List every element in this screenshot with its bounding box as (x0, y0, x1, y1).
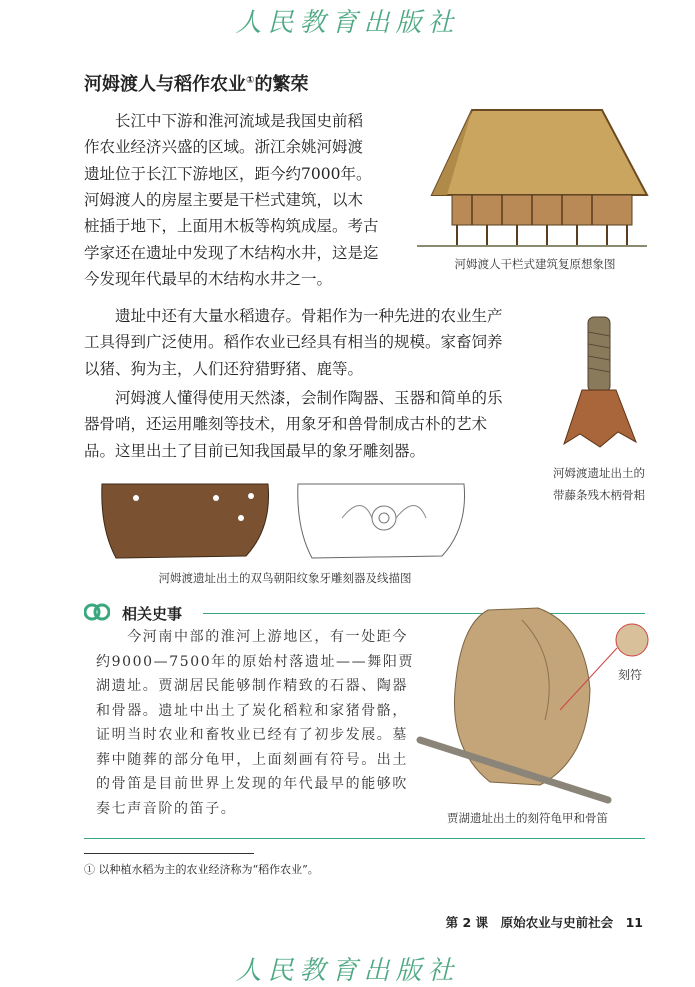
related-heading: 相关史事 (122, 605, 183, 623)
text-line: 证明当时农业和畜牧业已经有了初步发展。墓 (96, 727, 408, 743)
ivory-caption: 河姆渡遗址出土的双鸟朝阳纹象牙雕刻器及线描图 (158, 571, 412, 585)
section-end-rule (84, 838, 645, 839)
text-line: 品。这里出土了目前已知我国最早的象牙雕刻器。 (84, 441, 426, 460)
caption-line: 带藤条残木柄骨耜 (553, 488, 645, 502)
text-line: 约9000—7500年的原始村落遗址——舞阳贾 (96, 653, 415, 670)
title-suffix: 的繁荣 (254, 74, 309, 95)
bone-spade-caption (536, 462, 662, 506)
publisher-logo-top: 人民教育出版社 (235, 8, 460, 38)
text-line: 葬中随葬的部分龟甲，上面刻画有符号。出土 (96, 751, 408, 768)
text-line: 长江中下游和淮河流域是我国史前稻 (84, 112, 364, 130)
lesson-number: 第 2 课 (445, 915, 489, 930)
footnote-rule (84, 853, 254, 854)
text-line: 作农业经济兴盛的区域。浙江余姚河姆渡 (84, 138, 364, 157)
text-line: 学家还在遗址中发现了木结构水井，这是迄 (84, 243, 379, 262)
text-line: 桩插于地下，上面用木板等构筑成屋。考古 (84, 217, 379, 236)
text-line: 以猪、狗为主，人们还狩猎野猪、鹿等。 (84, 359, 364, 378)
caption-line: 河姆渡遗址出土的 (553, 466, 645, 480)
page-footer (446, 913, 643, 931)
text-line: 河姆渡人的房屋主要是干栏式建筑，以木 (84, 190, 364, 209)
text-line: 河姆渡人懂得使用天然漆，会制作陶器、玉器和简单的乐 (84, 389, 503, 407)
text-line: 奏七声音阶的笛子。 (96, 800, 237, 817)
bone-spade-image (560, 312, 640, 452)
text-line: 遗址中还有大量水稻遗存。骨耜作为一种先进的农业生产 (84, 307, 503, 325)
ivory-line-drawing (292, 478, 472, 564)
text-line: 的骨笛是目前世界上发现的年代最早的能够吹 (96, 776, 408, 792)
title-text: 河姆渡人与稻作农业 (84, 74, 246, 95)
text-line: 工具得到广泛使用。稻作农业已经具有相当的规模。家畜饲养 (84, 333, 503, 352)
footnote-ref: ① (246, 75, 255, 86)
text-line: 湖遗址。贾湖居民能够制作精致的石器、陶器 (96, 678, 408, 694)
jiahu-caption: 贾湖遗址出土的刻符龟甲和骨笛 (447, 811, 608, 825)
text-line: 遗址位于长江下游地区，距今约7000年。 (84, 164, 372, 183)
symbol-label: 刻符 (618, 668, 643, 682)
related-history-icon (84, 600, 110, 624)
house-caption: 河姆渡人干栏式建筑复原想象图 (454, 257, 616, 271)
page-number: 11 (625, 915, 643, 930)
jiahu-artifacts-image (410, 600, 650, 810)
text-line: 今发现年代最早的木结构水井之一。 (84, 269, 333, 288)
footnote: ① 以种植水稻为主的农业经济称为“稻作农业”。 (84, 863, 319, 876)
text-line: 今河南中部的淮河上游地区，有一处距今 (96, 629, 408, 645)
publisher-logo-bottom: 人民教育出版社 (235, 956, 460, 986)
ivory-carving-photo (96, 478, 276, 564)
text-line: 和骨器。遗址中出土了炭化稻粒和家猪骨骼， (96, 702, 408, 719)
stilt-house-image (412, 100, 652, 250)
section-title (84, 70, 308, 96)
text-line: 器骨哨，还运用雕刻等技术，用象牙和兽骨制成古朴的艺术 (84, 415, 488, 434)
lesson-title: 原始农业与史前社会 (500, 915, 614, 930)
